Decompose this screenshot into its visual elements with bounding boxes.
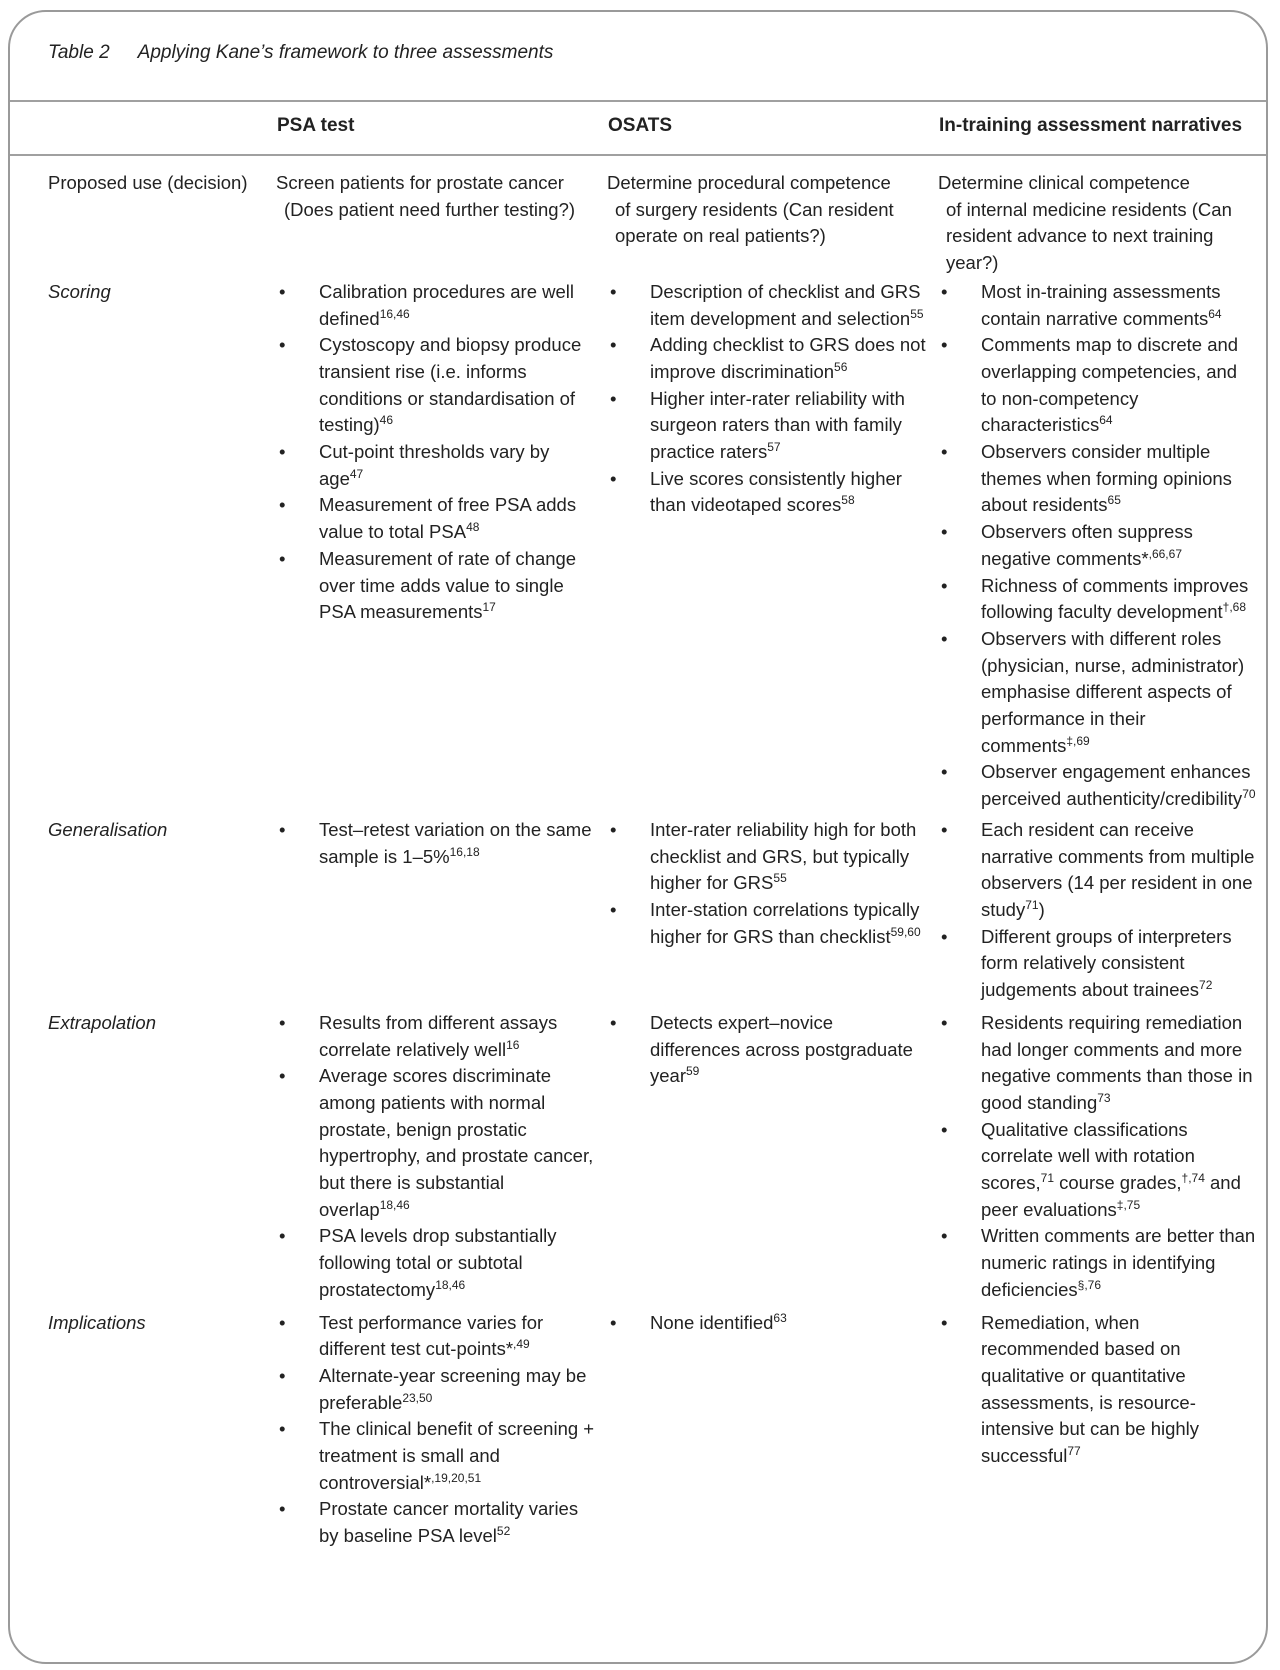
reference-superscript: 63 xyxy=(773,1310,787,1325)
list-item xyxy=(607,1010,938,1090)
bullet-icon: • xyxy=(279,1311,286,1333)
bullet-list xyxy=(607,817,938,951)
reference-superscript: ‡,69 xyxy=(1066,733,1090,748)
list-item xyxy=(276,439,607,492)
list-item xyxy=(938,626,1268,760)
table-cell xyxy=(938,279,1268,817)
bullet-list xyxy=(938,817,1268,1004)
list-item xyxy=(607,332,938,385)
list-item xyxy=(938,817,1268,924)
list-item xyxy=(276,1363,607,1416)
reference-superscript: 16,18 xyxy=(449,844,480,859)
reference-superscript: 48 xyxy=(466,520,480,535)
reference-superscript: 64 xyxy=(1099,413,1113,428)
list-item xyxy=(607,279,938,332)
cell-text: of internal medicine residents (Can resident advance to next training year?) xyxy=(946,198,1232,274)
bullet-icon: • xyxy=(610,334,617,356)
reference-superscript: 65 xyxy=(1107,493,1121,508)
reference-superscript: 58 xyxy=(841,493,855,508)
bullet-icon: • xyxy=(279,1225,286,1247)
bullet-icon: • xyxy=(941,925,948,947)
item-text: Live scores consistently higher than videotaped scores xyxy=(650,467,902,516)
reference-superscript: 16,46 xyxy=(379,306,410,321)
item-text: PSA levels drop substantially following total or subtotal prostatectomy xyxy=(319,1225,557,1300)
bullet-icon: • xyxy=(941,1225,948,1247)
item-text: Calibration procedures are well defined xyxy=(319,280,575,329)
item-text: Most in-training assessments contain narrative comments xyxy=(981,280,1221,329)
reference-superscript: 56 xyxy=(834,359,848,374)
reference-superscript: 47 xyxy=(349,466,364,481)
item-text: Higher inter-rater reliability with surgeon raters than with family practice raters xyxy=(650,387,905,463)
item-text: Description of checklist and GRS item development and selection xyxy=(650,280,921,329)
bullet-icon: • xyxy=(941,334,948,356)
bullet-icon: • xyxy=(279,1065,286,1087)
reference-superscript: 77 xyxy=(1067,1444,1081,1459)
list-item xyxy=(938,439,1268,519)
item-text: Qualitative classifications correlate well with rotation scores, xyxy=(981,1118,1195,1194)
item-text: Measurement of free PSA adds value to total PSA xyxy=(319,494,577,543)
reference-superscript: 57 xyxy=(767,440,781,455)
reference-superscript: 59,60 xyxy=(890,924,921,939)
item-text: Results from different assays correlate relatively well xyxy=(319,1011,558,1060)
reference-superscript: †,74 xyxy=(1181,1171,1205,1186)
item-text: Inter-rater reliability high for both checklist and GRS, but typically higher for GRS xyxy=(650,818,917,894)
bullet-icon: • xyxy=(941,1118,948,1140)
cell-text: Determine clinical competence xyxy=(938,172,1190,193)
reference-superscript: ,19,20,51 xyxy=(431,1470,482,1485)
column-header-osats: OSATS xyxy=(608,115,673,136)
table-frame xyxy=(8,10,1268,1664)
list-item xyxy=(276,492,607,545)
table-row-generalisation xyxy=(48,817,1268,1010)
row-label: Proposed use (decision) xyxy=(48,172,248,193)
item-text: Different groups of interpreters form relatively consistent judgements about trainees xyxy=(981,925,1232,1001)
list-item xyxy=(276,1010,607,1063)
bullet-icon: • xyxy=(610,467,617,489)
cell-text: Screen patients for prostate cancer xyxy=(276,172,564,193)
table-cell xyxy=(276,1010,607,1310)
list-item xyxy=(938,1117,1268,1224)
bullet-icon: • xyxy=(941,521,948,543)
table-row-proposed-use xyxy=(48,170,1268,279)
bullet-list xyxy=(276,1310,607,1550)
bullet-icon: • xyxy=(610,1011,617,1033)
bullet-icon: • xyxy=(279,547,286,569)
bullet-list xyxy=(607,1010,938,1090)
item-text: and peer evaluations xyxy=(981,1172,1241,1220)
item-text: The clinical benefit of screening + treatment is small and controversial* xyxy=(319,1418,595,1493)
table-row-implications xyxy=(48,1310,1268,1558)
item-text: Average scores discriminate among patients with normal prostate, benign prostatic hypertrophy, and prostate cancer, but there is substantial overlap xyxy=(319,1065,594,1220)
bullet-icon: • xyxy=(941,627,948,649)
list-item xyxy=(607,386,938,466)
table-cell xyxy=(607,817,938,1010)
reference-superscript: 52 xyxy=(496,1524,511,1539)
item-text: Residents requiring remediation had longer comments and more negative comments than those in good standing xyxy=(981,1011,1253,1113)
row-label: Generalisation xyxy=(48,818,168,840)
list-item xyxy=(607,1310,938,1337)
item-text: Cut-point thresholds vary by age xyxy=(319,441,550,489)
reference-superscript: 46 xyxy=(379,413,394,428)
list-item xyxy=(276,1310,607,1363)
bullet-icon: • xyxy=(941,1311,948,1333)
row-label: Scoring xyxy=(48,280,111,302)
table-cell xyxy=(607,170,938,279)
list-item xyxy=(276,1416,607,1496)
list-item xyxy=(938,519,1268,572)
bullet-icon: • xyxy=(941,280,948,302)
reference-superscript: 17 xyxy=(482,600,496,615)
list-item xyxy=(938,1310,1268,1470)
item-text: Detects expert–novice differences across postgraduate year xyxy=(650,1011,913,1087)
item-text: Observers with different roles (physician, nurse, administrator) emphasise different aspects of performance in their comments xyxy=(981,627,1245,756)
bullet-icon: • xyxy=(610,898,617,920)
list-item xyxy=(276,279,607,332)
item-text: Alternate-year screening may be preferable xyxy=(319,1364,587,1413)
list-item xyxy=(938,279,1268,332)
framework-table xyxy=(48,170,1268,1558)
reference-superscript: ,49 xyxy=(513,1337,530,1352)
reference-superscript: 59 xyxy=(686,1064,700,1079)
bullet-icon: • xyxy=(279,441,286,463)
bullet-icon: • xyxy=(279,334,286,356)
list-item xyxy=(607,466,938,519)
item-text: Measurement of rate of change over time adds value to single PSA measurements xyxy=(319,547,577,623)
item-text: Observers often suppress negative comments* xyxy=(981,521,1193,569)
list-item xyxy=(938,1223,1268,1303)
table-cell xyxy=(938,1010,1268,1310)
column-header-ita: In-training assessment narratives xyxy=(939,115,1243,136)
bullet-icon: • xyxy=(279,494,286,516)
reference-superscript: 18,46 xyxy=(379,1197,410,1212)
item-text: Richness of comments improves following faculty development xyxy=(981,574,1249,623)
item-text: Comments map to discrete and overlapping competencies, and to non-competency characteristics xyxy=(981,334,1239,436)
bullet-list xyxy=(938,1010,1268,1304)
cell-text: Determine procedural competence xyxy=(607,172,891,193)
list-item xyxy=(276,1496,607,1549)
table-cell xyxy=(276,170,607,279)
item-text: course grades, xyxy=(1054,1172,1182,1194)
bullet-icon: • xyxy=(610,387,617,409)
reference-superscript: 71 xyxy=(1040,1171,1054,1186)
table-cell xyxy=(938,817,1268,1010)
item-text: Adding checklist to GRS does not improve discrimination xyxy=(650,334,926,382)
row-label: Implications xyxy=(48,1311,146,1333)
table-cell xyxy=(276,279,607,817)
item-text: Each resident can receive narrative comments from multiple observers (14 per resident in one study xyxy=(981,818,1255,920)
reference-superscript: ‡,75 xyxy=(1116,1197,1141,1212)
table-title: Applying Kane’s framework to three assessments xyxy=(137,42,554,63)
list-item xyxy=(938,573,1268,626)
list-item xyxy=(938,1010,1268,1117)
bullet-icon: • xyxy=(610,1311,617,1333)
table-header xyxy=(10,100,1266,156)
bullet-list xyxy=(607,1310,938,1337)
item-text: Test–retest variation on the same sample is 1–5% xyxy=(319,818,592,867)
table-cell xyxy=(938,170,1268,279)
bullet-icon: • xyxy=(279,1011,286,1033)
reference-superscript: 64 xyxy=(1208,306,1222,321)
list-item xyxy=(938,759,1268,812)
item-text: Test performance varies for different test cut-points* xyxy=(319,1311,544,1360)
reference-superscript: 55 xyxy=(910,306,924,321)
item-text: Inter-station correlations typically higher for GRS than checklist xyxy=(650,898,920,947)
list-item xyxy=(938,332,1268,439)
list-item xyxy=(607,897,938,950)
list-item xyxy=(938,924,1268,1004)
reference-superscript: 73 xyxy=(1097,1090,1111,1105)
table-row-scoring xyxy=(48,279,1268,817)
row-label: Extrapolation xyxy=(48,1011,156,1033)
list-item xyxy=(607,817,938,897)
reference-superscript: 71 xyxy=(1025,897,1039,912)
reference-superscript: §,76 xyxy=(1077,1277,1102,1292)
bullet-icon: • xyxy=(279,280,286,302)
bullet-icon: • xyxy=(941,818,948,840)
table-caption xyxy=(48,42,553,64)
list-item xyxy=(276,1063,607,1223)
item-text: Remediation, when recommended based on qualitative or quantitative assessments, is resource-intensive but can be highly successful xyxy=(981,1311,1200,1467)
table-cell xyxy=(276,817,607,1010)
bullet-icon: • xyxy=(610,818,617,840)
reference-superscript: 18,46 xyxy=(435,1277,466,1292)
bullet-list xyxy=(276,817,607,870)
bullet-icon: • xyxy=(941,574,948,596)
bullet-list xyxy=(607,279,938,519)
table-cell xyxy=(607,279,938,817)
bullet-icon: • xyxy=(941,761,948,783)
item-text: Cystoscopy and biopsy produce transient rise (i.e. informs conditions or standardisation of testing) xyxy=(319,334,582,436)
list-item xyxy=(276,1223,607,1303)
table-cell xyxy=(607,1310,938,1558)
reference-superscript: 72 xyxy=(1199,978,1213,993)
bullet-icon: • xyxy=(279,1364,286,1386)
bullet-icon: • xyxy=(279,1418,286,1440)
bullet-list xyxy=(276,1010,607,1304)
reference-superscript: †,68 xyxy=(1222,600,1247,615)
reference-superscript: 70 xyxy=(1242,787,1256,802)
table-cell xyxy=(607,1010,938,1310)
item-text: Observers consider multiple themes when forming opinions about residents xyxy=(981,441,1232,516)
reference-superscript: 55 xyxy=(773,871,787,886)
cell-text: of surgery residents (Can resident operate on real patients?) xyxy=(615,198,894,247)
bullet-list xyxy=(938,1310,1268,1470)
reference-superscript: ,66,67 xyxy=(1148,546,1182,561)
item-text: Written comments are better than numeric ratings in identifying deficiencies xyxy=(981,1225,1256,1300)
item-text: Prostate cancer mortality varies by baseline PSA level xyxy=(319,1498,579,1547)
bullet-icon: • xyxy=(941,441,948,463)
bullet-icon: • xyxy=(941,1011,948,1033)
table-cell xyxy=(938,1310,1268,1558)
list-item xyxy=(276,332,607,439)
bullet-list xyxy=(276,279,607,626)
table-number: Table 2 xyxy=(48,42,110,63)
table-row-extrapolation xyxy=(48,1010,1268,1310)
item-text: ) xyxy=(1038,898,1045,920)
list-item xyxy=(276,817,607,870)
bullet-icon: • xyxy=(610,280,617,302)
table-cell xyxy=(276,1310,607,1558)
reference-superscript: 23,50 xyxy=(402,1390,433,1405)
bullet-icon: • xyxy=(279,1498,286,1520)
bullet-icon: • xyxy=(279,818,286,840)
item-text: Observer engagement enhances perceived authenticity/credibility xyxy=(981,761,1251,810)
list-item xyxy=(276,546,607,626)
bullet-list xyxy=(938,279,1268,813)
item-text: None identified xyxy=(650,1311,774,1333)
cell-text: (Does patient need further testing?) xyxy=(284,198,576,220)
reference-superscript: 16 xyxy=(506,1037,520,1052)
column-header-psa: PSA test xyxy=(277,115,355,136)
